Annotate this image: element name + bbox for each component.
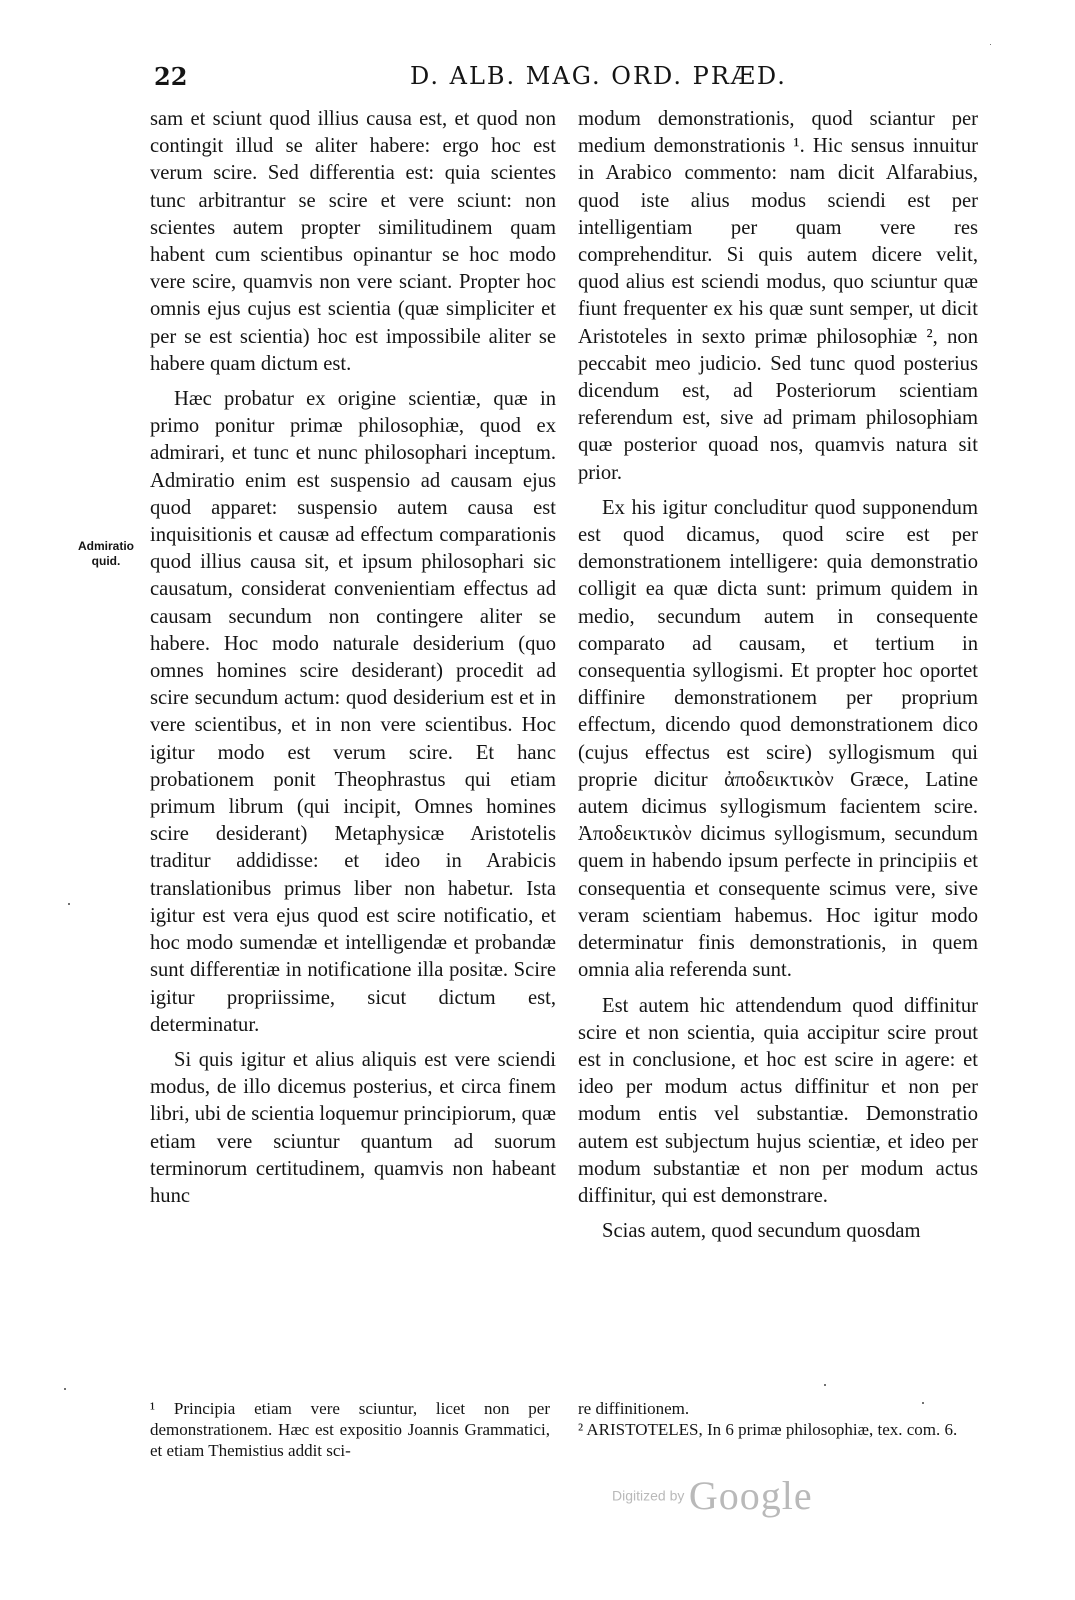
- paragraph: Est autem hic attendendum quod diffinitur scire et non scientia, quia accipitur scire prout est in conclusione, et hoc est scire in agere: et ideo per modum actus diffinitur et non per modum entis vel substantiæ. Demonstratio autem est subjectum hujus scientiæ, et ideo per modum substantiæ et non per modum actus diffinitur, qui est demonstrare.: [578, 994, 978, 1207]
- footnotes-right: [578, 1398, 978, 1440]
- margin-note: Admiratio quid.: [77, 539, 134, 568]
- footnote-2: ² ARISTOTELES, In 6 primæ philosophiæ, tex. com. 6.: [578, 1420, 958, 1439]
- speck: [68, 903, 70, 905]
- paragraph: sam et sciunt quod illius causa est, et quod non contingit illud se aliter habere: ergo hoc est verum scire. Sed differentia est: quia scientes tunc arbitrantur se scire et vere sciunt: non scientes autem propter similitudinem quam habent cum scientibus opinantur se hoc modo vere scire, quamvis non vere sciant. Propter hoc omnis ejus cujus est scientia (quæ simpliciter et per se est scientia) hoc est impossibile aliter se habere quam dictum est.: [150, 108, 556, 375]
- running-head: D. ALB. MAG. ORD. PRÆD.: [410, 62, 787, 90]
- footnote-left: ¹ Principia etiam vere sciuntur, licet non per demonstrationem. Hæc est expositio Joannis Grammatici, et etiam Themistius addit sci-: [150, 1399, 550, 1460]
- right-column: [578, 106, 978, 1253]
- left-column: [150, 106, 556, 1218]
- digitized-prefix: Digitized by: [612, 1487, 685, 1504]
- speck: [64, 1388, 66, 1390]
- speck: [990, 44, 991, 45]
- google-logo: Google: [688, 1473, 813, 1518]
- digitized-watermark: [612, 1472, 813, 1519]
- paragraph: modum demonstrationis, quod sciantur per medium demonstrationis ¹. Hic sensus innuitur in Arabico commento: nam dicit Alfarabius, quod iste alius modus sciendi est per intelligentiam per quam vere res comprehenditur. Si quis autem dicere velit, quod alius est sciendi modus, quo sciuntur quæ fiunt frequenter ex his quæ sunt semper, ut dicit Aristoteles in sexto primæ philosophiæ ², non peccabit meo judicio. Sed tunc quod posterius dicendum est, ad Posteriorum scientiam referendum est, sive ad primam philosophiam quæ posterior quoad nos, quamvis natura sit prior.: [578, 108, 978, 484]
- footnote-continuation: re diffinitionem.: [578, 1399, 690, 1418]
- paragraph: Hæc probatur ex origine scientiæ, quæ in primo ponitur primæ philosophiæ, quod ex admirari, et tunc et nunc philosophari inceptum. Admiratio enim est suspensio ad causam ejus quod apparet: suspensio autem causa est inquisitionis et causæ ad effectum comparationis quod illius causa sit, et ipsum philosophari sic causatum, considerat convenientiam effectus ad causam secundum non contingere aliter se habere. Hoc modo naturale desiderium (quo omnes homines scire desiderant) procedit ad scire secundum actum: quod desiderium est et in vere scientibus, et in non vere scientibus. Hoc igitur modo est verum scire. Et hanc probationem ponit Theophrastus qui etiam primum librum (qui incipit, Omnes homines scire desiderant) Metaphysicæ Aristotelis traditur addidisse: et ideo in Arabicis translationibus primus liber non habetur. Ista igitur est vera ejus quod est scire notificatio, et hoc modo sumendæ et intelligendæ et probandæ sunt differentiæ in notificatione illa positæ. Scire igitur propriissime, sicut dictum est, determinatur.: [150, 388, 556, 1036]
- speck: [824, 1384, 826, 1386]
- paragraph: Si quis igitur et alius aliquis est vere sciendi modus, de illo dicemus posterius, et circa finem libri, ubi de scientia loquemur principiorum, quæ etiam vere sciuntur quantum ad suorum terminorum certitudinem, quamvis non habeant hunc: [150, 1048, 556, 1207]
- paragraph: Scias autem, quod secundum quosdam: [602, 1220, 921, 1243]
- page-number: 22: [154, 62, 188, 91]
- paragraph: Ex his igitur concluditur quod supponendum est quod dicamus, quod scire est per demonstrationem intelligere: quia demonstratio colligit ea quæ dicta sunt: primum quidem in medio, secundum autem in consequente comparato ad causam, et tertium in consequentia syllogismi. Et propter hoc oportet diffinire demonstrationem per proprium effectum, dicendo quod demonstrationem dico (cujus effectus est scire) syllogismum qui proprie dicitur ἀποδεικτικὸν Græce, Latine autem dicimus syllogismum facientem scire. Ἀποδεικτικὸν dicimus syllogismum, secundum quem in habendo ipsum perfecte in principiis et consequentia et consequente scimus vere, sive veram scientiam habemus. Hoc igitur modo determinatur finis demonstrationis, in quem omnia alia referenda sunt.: [578, 496, 978, 982]
- speck: [922, 1402, 924, 1404]
